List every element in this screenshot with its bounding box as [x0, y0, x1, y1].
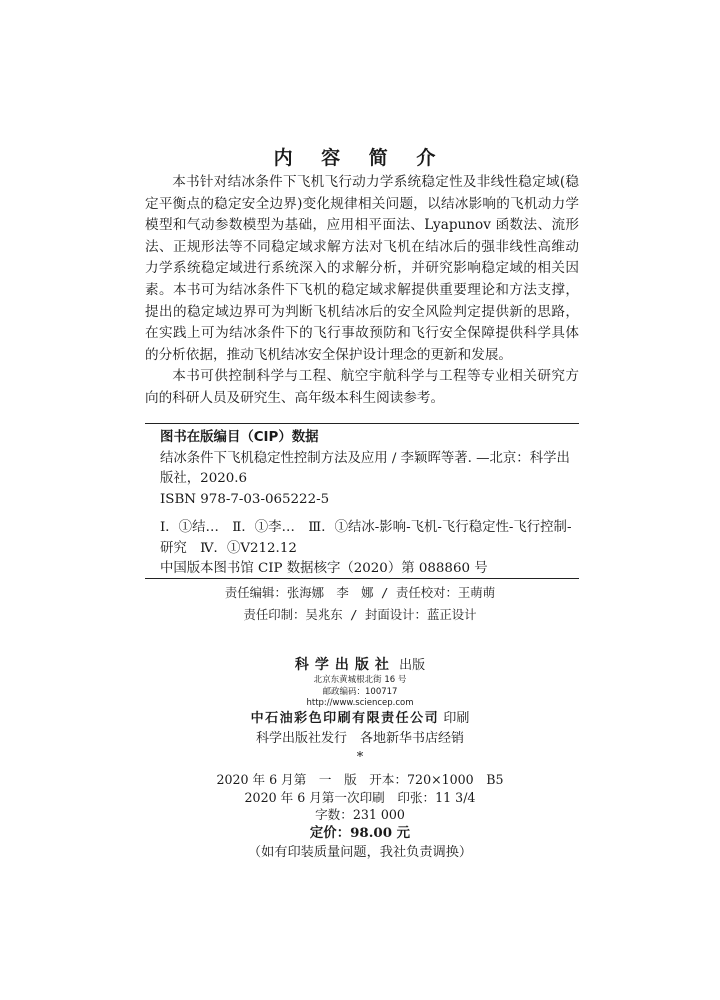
publish-word: 出版 [399, 658, 426, 673]
distribution: 科学出版社发行 各地新华书店经销 [255, 730, 464, 746]
publisher-line [0, 656, 720, 675]
introduction [145, 172, 579, 410]
cip-number: 中国版本图书馆 CIP 数据核字（2020）第 088860 号 [160, 561, 488, 576]
intro-paragraph-1: 本书针对结冰条件下飞机飞行动力学系统稳定性及非线性稳定域(稳定平衡点的稳定安全边界)变化规律相关问题，以结冰影响的飞机动力学模型和气动参数模型为基础，应用相平面法、Lyapunov 函数法、流形法、正规形法等不同稳定域求解方法对飞机在结冰后的强非线性高维动力学系统稳定域进行系统深入的求解分析，并研究影响稳定域的相关因素。本书可为结冰条件下飞机的稳定域求解提供重要理论和方法支撑，提出的稳定域边界可为判断飞机结冰后的安全风险判定提供新的思路，在实践上可为结冰条件下的飞行事故预防和飞行安全保障提供科学具体的分析依据，推动飞机结冰安全保护设计理念的更新和发展。 [145, 174, 579, 363]
cip-classification: Ⅰ．①结… Ⅱ．①李… Ⅲ．①结冰-影响-飞机-飞行稳定性-飞行控制-研究 Ⅳ．①V212.12 [160, 520, 572, 556]
price-value: 98.00 元 [350, 824, 411, 841]
publisher-name: 科学出版社 [294, 657, 395, 673]
cip-top-divider [145, 423, 579, 424]
publisher-website: http://www.sciencep.com [306, 698, 414, 708]
cip-heading: 图书在版编目（CIP）数据 [160, 430, 319, 445]
printer-line [0, 710, 720, 728]
book-specs [0, 771, 720, 862]
publication-info [0, 656, 720, 765]
price-line [0, 824, 720, 843]
printing-info: 2020 年 6 月第一次印刷 印张：11 3/4 [244, 789, 476, 805]
page-title: 内 容 简 介 [273, 147, 447, 169]
publisher-postcode: 邮政编码：100717 [322, 686, 398, 697]
print-word: 印刷 [443, 710, 470, 726]
separator-star: * [356, 749, 364, 765]
word-count: 字数：231 000 [315, 807, 405, 822]
staff-production: 责任印制：吴兆东 / 封面设计：蓝正设计 [243, 607, 477, 622]
printer-name: 中石油彩色印刷有限责任公司 [250, 710, 440, 726]
quality-note: （如有印装质量问题，我社负责调换） [247, 845, 473, 860]
publisher-address: 北京东黄城根北街 16 号 [313, 675, 407, 685]
cip-bottom-divider [145, 578, 579, 579]
intro-paragraph-2: 本书可供控制科学与工程、航空宇航科学与工程等专业相关研究方向的科研人员及研究生、高年级本科生阅读参考。 [145, 368, 579, 406]
cip-isbn: ISBN 978-7-03-065222-5 [160, 491, 330, 507]
edition-info: 2020 年 6 月第 一 版 开本：720×1000 B5 [216, 772, 504, 787]
staff-editors: 责任编辑：张海娜 李 娜 / 责任校对：王萌萌 [224, 585, 496, 600]
cip-data-block [160, 428, 578, 580]
price-label: 定价： [309, 824, 351, 841]
cip-record: 结冰条件下飞机稳定性控制方法及应用 / 李颖晖等著. —北京：科学出版社，2020.6 [160, 450, 570, 486]
